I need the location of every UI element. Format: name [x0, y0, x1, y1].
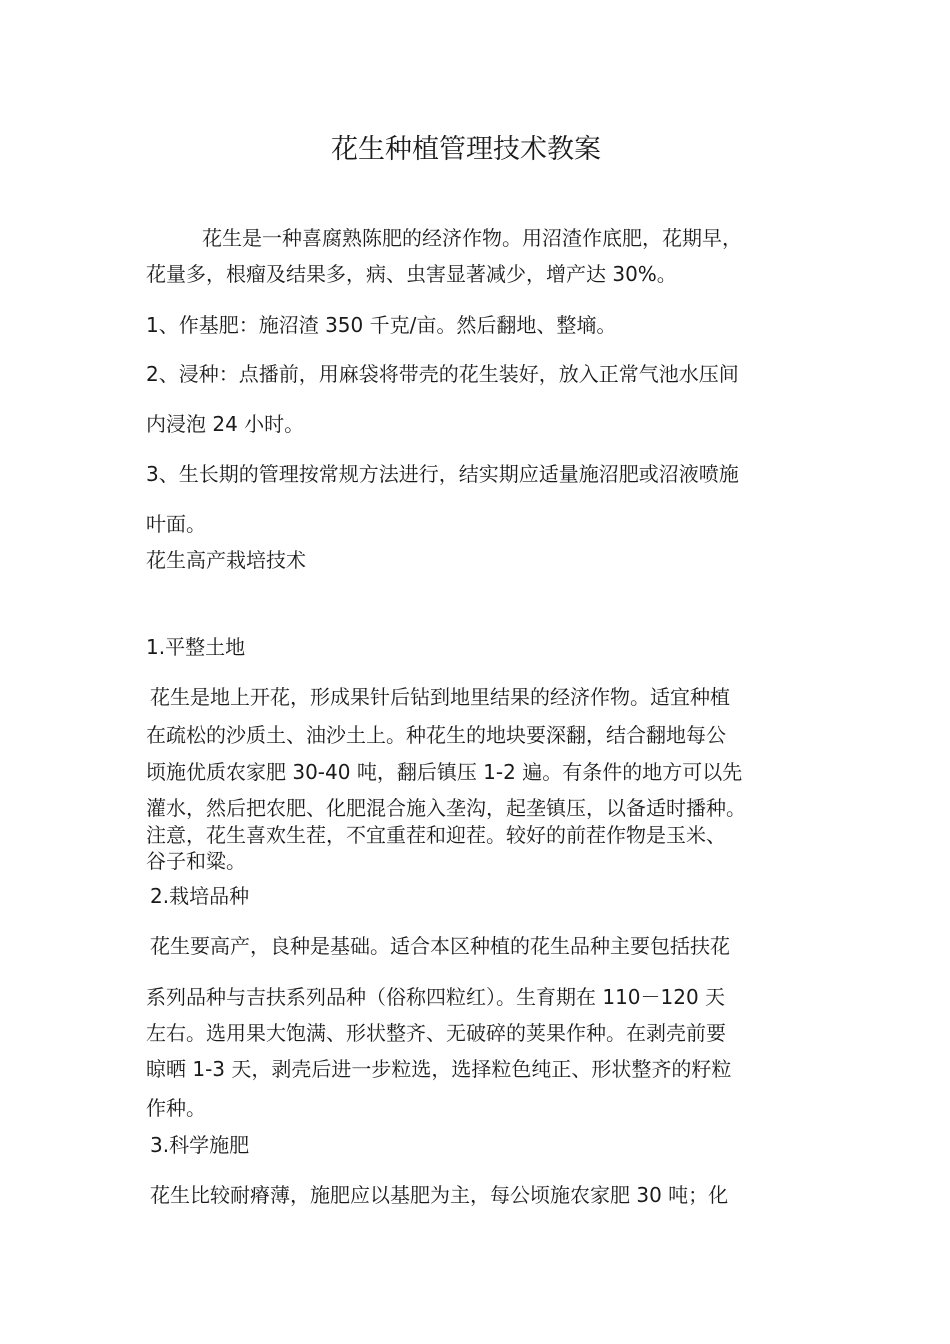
sec1-line: 顷施优质农家肥 30-40 吨，翻后镇压 1-2 遍。有条件的地方可以先 — [146, 760, 743, 784]
step-3-line-1: 3、生长期的管理按常规方法进行，结实期应适量施沼肥或沼液喷施 — [146, 462, 739, 486]
sec1-heading: 1.平整土地 — [146, 635, 246, 659]
sec1-line: 灌水，然后把农肥、化肥混合施入垄沟，起垄镇压，以备适时播种。 — [146, 796, 746, 820]
step-1: 1、作基肥：施沼渣 350 千克/亩。然后翻地、整墒。 — [146, 313, 617, 337]
section-title: 花生高产栽培技术 — [146, 548, 306, 572]
sec1-line: 在疏松的沙质土、油沙土上。种花生的地块要深翻，结合翻地每公 — [146, 723, 726, 747]
sec1-line: 花生是地上开花，形成果针后钻到地里结果的经济作物。适宜种植 — [150, 685, 730, 709]
sec2-line: 系列品种与吉扶系列品种（俗称四粒红）。生育期在 110－120 天 — [146, 985, 726, 1009]
step-3-line-2: 叶面。 — [146, 512, 206, 536]
sec3-heading: 3.科学施肥 — [150, 1133, 250, 1157]
sec2-heading: 2.栽培品种 — [150, 884, 250, 908]
sec1-line: 注意，花生喜欢生茬，不宜重茬和迎茬。较好的前茬作物是玉米、 — [146, 823, 726, 847]
intro-line-1: 花生是一种喜腐熟陈肥的经济作物。用沼渣作底肥，花期早， — [202, 226, 742, 250]
step-2-line-2: 内浸泡 24 小时。 — [146, 412, 305, 436]
sec2-line: 左右。选用果大饱满、形状整齐、无破碎的荚果作种。在剥壳前要 — [146, 1021, 726, 1045]
step-2-line-1: 2、浸种：点播前，用麻袋将带壳的花生装好，放入正常气池水压间 — [146, 362, 739, 386]
sec2-line: 花生要高产，良种是基础。适合本区种植的花生品种主要包括扶花 — [150, 934, 730, 958]
intro-line-2: 花量多，根瘤及结果多，病、虫害显著减少，增产达 30%。 — [146, 262, 677, 286]
sec2-line: 作种。 — [146, 1096, 206, 1120]
sec3-line: 花生比较耐瘠薄，施肥应以基肥为主，每公顷施农家肥 30 吨；化 — [150, 1183, 729, 1207]
sec2-line: 晾晒 1-3 天，剥壳后进一步粒选，选择粒色纯正、形状整齐的籽粒 — [146, 1057, 732, 1081]
sec1-line: 谷子和粱。 — [146, 849, 246, 873]
document-title: 花生种植管理技术教案 — [331, 134, 601, 165]
